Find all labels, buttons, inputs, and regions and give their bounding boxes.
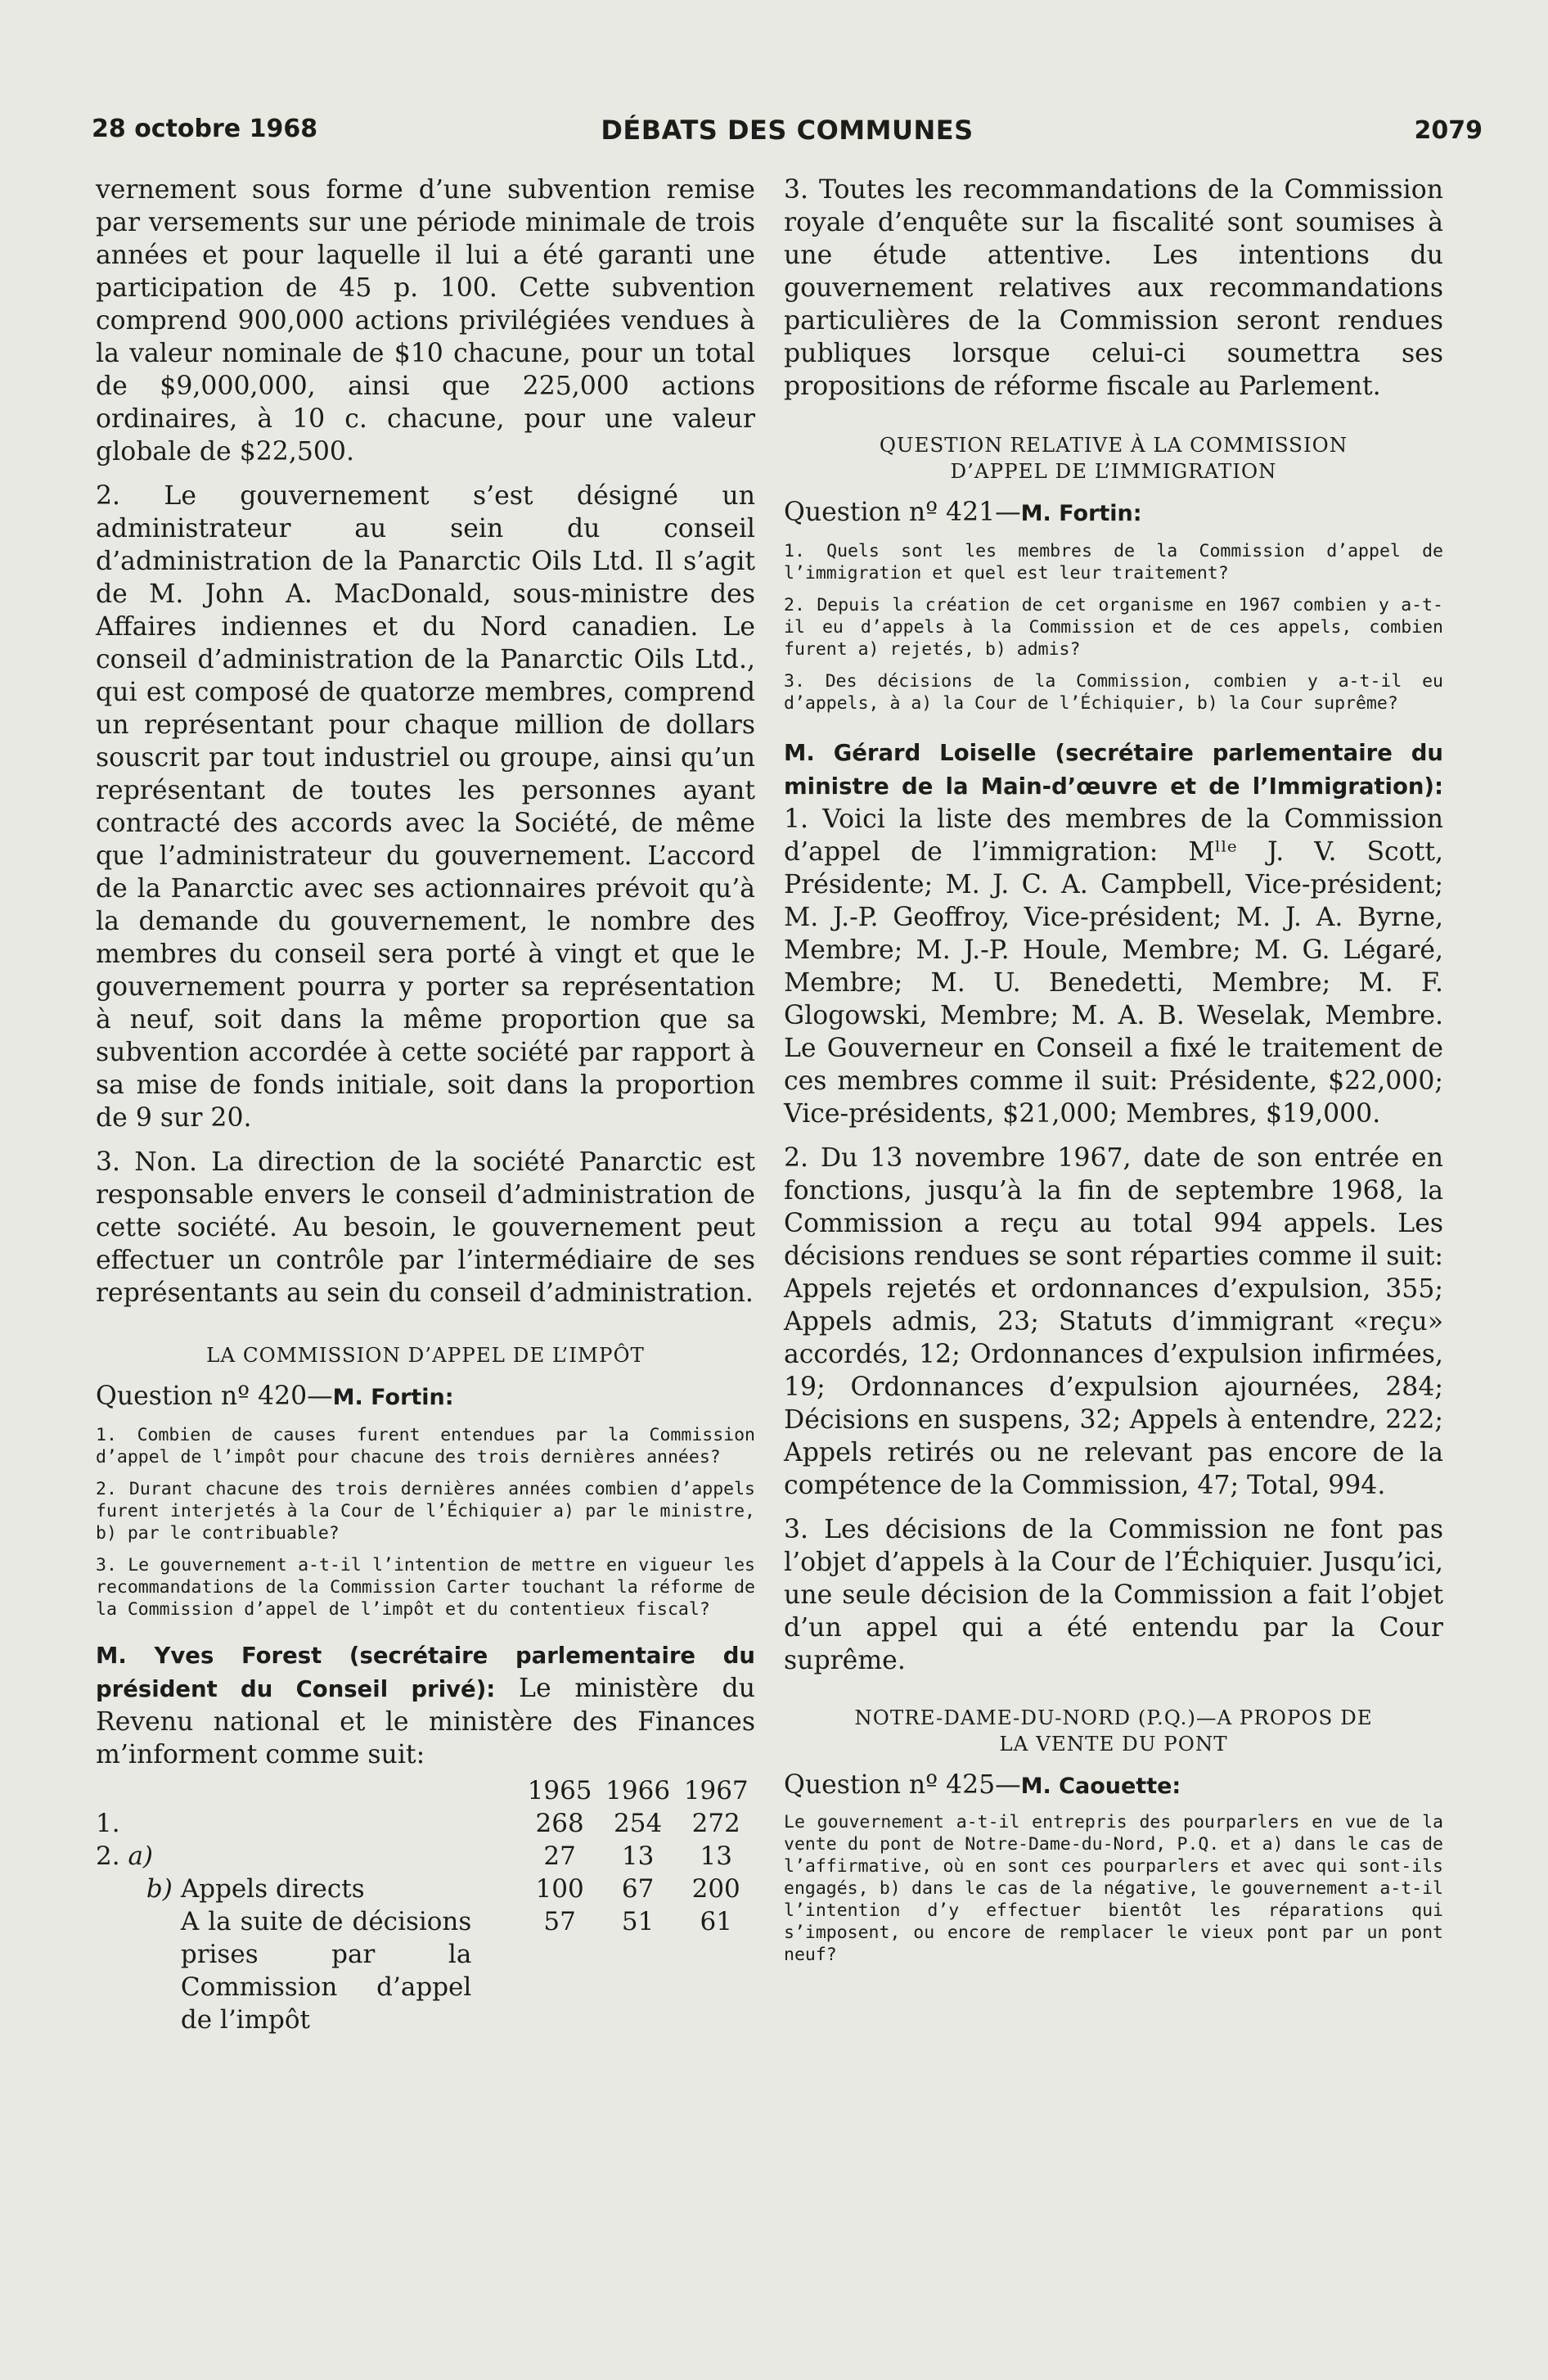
table-row [96, 1905, 755, 2036]
table-cell: 100 [535, 1874, 584, 1904]
table-row-label: 2. [96, 1841, 120, 1871]
answer-420-speaker: M. Yves Forest (secrétaire parlementaire du président du Conseil privé): [96, 1643, 755, 1702]
table-row-label: 1. [96, 1809, 120, 1838]
table-row-sub: b) [146, 1874, 173, 1904]
table-row [96, 1873, 755, 1905]
table-cell: 254 [614, 1809, 663, 1838]
question-421 [784, 496, 1443, 530]
paragraph-subvention: vernement sous forme d’une subvention remise par versements sur une période minimale de trois années et pour laquelle il lui a été garanti une participation de 45 p. 100. Cette subvention comprend 900,000 actions privilégiées vendues à la valeur nominale de $10 chacune, pour un total de $9,000,000, ainsi que 225,000 actions ordinaires, à 10 c. chacune, pour une valeur globale de $22,500. [96, 175, 755, 467]
question-425-text: Le gouvernement a-t-il entrepris des pourparlers en vue de la vente du pont de Notre-Dame-du-Nord, P.Q. et a) dans le cas de l’affirmative, où en sont ces pourparlers et avec qui sont-ils engagés, b) dans le cas de la négative, le gouvernement a-t-il l’intention d’y effectuer bientôt les réparations qui s’imposent, ou encore de remplacer le vieux pont par un pont neuf? [784, 1812, 1443, 1965]
header-date: 28 octobre 1968 [92, 115, 318, 143]
page-number: 2079 [1414, 116, 1483, 145]
answer-420 [96, 1639, 755, 1771]
section-heading-immigration [784, 432, 1443, 485]
question-421-prefix: Question nº 421— [784, 498, 1021, 527]
paragraph-direction: 3. Non. La direction de la société Panarctic est responsable envers le conseil d’administration de cette société. Au besoin, le gouvernement peut effectuer un contrôle par l’intermédiaire de ses représentants au sein du conseil d’administration. [96, 1147, 755, 1308]
appeals-table [96, 1774, 755, 2036]
answer-421-part-2: 2. Du 13 novembre 1967, date de son entrée en fonctions, jusqu’à la fin de septembre 1968, la Commission a reçu au total 994 appels. Les décisions rendues se sont réparties comme il suit: Appels rejetés et ordonnances d’expulsion, 355; Appels admis, 23; Statuts d’immigrant «reçu» accordés, 12; Ordonnances d’expulsion infirmées, 19; Ordonnances d’expulsion ajournées, 284; Décisions en suspens, 32; Appels à entendre, 222; Appels retirés ou ne relevant pas encore de la compétence de la Commission, 47; Total, 994. [784, 1143, 1443, 1500]
question-420 [96, 1380, 755, 1414]
table-cell: 272 [691, 1809, 740, 1838]
answer-421-speaker: M. Gérard Loiselle (secrétaire parlementaire du ministre de la Main-d’œuvre et de l’Immigration): [784, 740, 1443, 800]
question-425 [784, 1769, 1443, 1803]
question-421-item-1: 1. Quels sont les membres de la Commission d’appel de l’immigration et quel est leur traitement? [784, 541, 1443, 584]
table-cell: 13 [700, 1841, 732, 1871]
heading-line: NOTRE-DAME-DU-NORD (P.Q.)—A PROPOS DE [854, 1706, 1373, 1729]
table-cell: 51 [621, 1907, 655, 1936]
running-head [92, 115, 1483, 152]
answer-420-text: Le ministère du Revenu national et le ministère des Finances m’informent comme suit: [96, 1674, 755, 1769]
question-420-item-1: 1. Combien de causes furent entendues par la Commission d’appel de l’impôt pour chacune des trois dernières années? [96, 1425, 755, 1467]
table-year: 1966 [605, 1776, 671, 1805]
table-row-desc: Appels directs [180, 1874, 365, 1904]
table-cell: 13 [621, 1841, 655, 1871]
table-cell: 57 [543, 1907, 576, 1936]
answer-421-part-1: 1. Voici la liste des membres de la Commission d’appel de l’immigration: Mˡˡᵉ J. V. Scott, Présidente; M. J. C. A. Campbell, Vice-président; M. J.-P. Geoffroy, Vice-président; M. J. A. Byrne, Membre; M. J.-P. Houle, Membre; M. G. Légaré, Membre; M. U. Benedetti, Membre; M. F. Glogowski, Membre; M. A. B. Weselak, Membre. Le Gouverneur en Conseil a fixé le traitement de ces membres comme il suit: Présidente, $22,000; Vice-présidents, $21,000; Membres, $19,000. [784, 805, 1443, 1129]
table-row-sub: a) [128, 1841, 154, 1871]
question-420-item-3: 3. Le gouvernement a-t-il l’intention de mettre en vigueur les recommandations de la Commission Carter touchant la réforme de la Commission d’appel de l’impôt et du contentieux fiscal? [96, 1555, 755, 1620]
question-425-speaker: M. Caouette: [1020, 1774, 1181, 1799]
header-title: DÉBATS DES COMMUNES [601, 115, 974, 146]
question-420-prefix: Question nº 420— [96, 1382, 333, 1411]
heading-line: LA VENTE DU PONT [999, 1732, 1228, 1756]
question-421-speaker: M. Fortin: [1020, 501, 1142, 526]
table-year: 1965 [527, 1776, 592, 1805]
section-heading-pont [784, 1705, 1443, 1757]
table-year: 1967 [683, 1776, 749, 1805]
table-row [96, 1840, 755, 1873]
table-cell: 61 [700, 1907, 732, 1936]
right-column [784, 174, 1443, 1966]
question-421-item-2: 2. Depuis la création de cet organisme en 1967 combien y a-t-il eu d’appels à la Commission et de ces appels, combien furent a) rejetés, b) admis? [784, 595, 1443, 660]
heading-line: D’APPEL DE L’IMMIGRATION [950, 459, 1277, 483]
paragraph-administrateur: 2. Le gouvernement s’est désigné un administrateur au sein du conseil d’administration de la Panarctic Oils Ltd. Il s’agit de M. John A. MacDonald, sous-ministre des Affaires indiennes et du Nord canadien. Le conseil d’administration de la Panarctic Oils Ltd., qui est composé de quatorze membres, comprend un représentant pour chaque million de dollars souscrit par tout industriel ou groupe, ainsi qu’un représentant de toutes les personnes ayant contracté des accords avec la Société, de même que l’administrateur du gouvernement. L’accord de la Panarctic avec ses actionnaires prévoit qu’à la demande du gouvernement, le nombre des membres du conseil sera porté à vingt et que le gouvernement pourra y porter sa représentation à neuf, soit dans la même proportion que sa subvention accordée à cette société par rapport à sa mise de fonds initiale, soit dans la proportion de 9 sur 20. [96, 481, 755, 1133]
table-header-row [96, 1774, 755, 1807]
left-column [96, 174, 755, 2036]
heading-line: QUESTION RELATIVE À LA COMMISSION [879, 433, 1348, 457]
table-cell: 268 [535, 1809, 584, 1838]
paragraph-recommandations: 3. Toutes les recommandations de la Commission royale d’enquête sur la fiscalité sont soumises à une étude attentive. Les intentions du gouvernement relatives aux recommandations particulières de la Commission seront rendues publiques lorsque celui-ci soumettra ses propositions de réforme fiscale au Parlement. [784, 175, 1443, 401]
table-row-desc: A la suite de décisions prises par la Commission d’appel de l’impôt [180, 1907, 472, 2035]
table-cell: 67 [621, 1874, 655, 1904]
question-421-item-3: 3. Des décisions de la Commission, combien y a-t-il eu d’appels, à a) la Cour de l’Échiquier, b) la Cour suprême? [784, 671, 1443, 714]
question-425-prefix: Question nº 425— [784, 1770, 1021, 1800]
question-420-item-2: 2. Durant chacune des trois dernières années combien d’appels furent interjetés à la Cour de l’Échiquier a) par le ministre, b) par le contribuable? [96, 1479, 755, 1544]
table-cell: 200 [691, 1874, 740, 1904]
question-420-speaker: M. Fortin: [332, 1385, 454, 1410]
answer-421 [784, 736, 1443, 1130]
answer-421-part-3: 3. Les décisions de la Commission ne font pas l’objet d’appels à la Cour de l’Échiquier. Jusqu’ici, une seule décision de la Commission a fait l’objet d’un appel qui a été entendu par la Cour suprême. [784, 1515, 1443, 1675]
table-cell: 27 [543, 1841, 576, 1871]
section-heading-impot: LA COMMISSION D’APPEL DE L’IMPÔT [206, 1343, 645, 1367]
table-row [96, 1807, 755, 1840]
